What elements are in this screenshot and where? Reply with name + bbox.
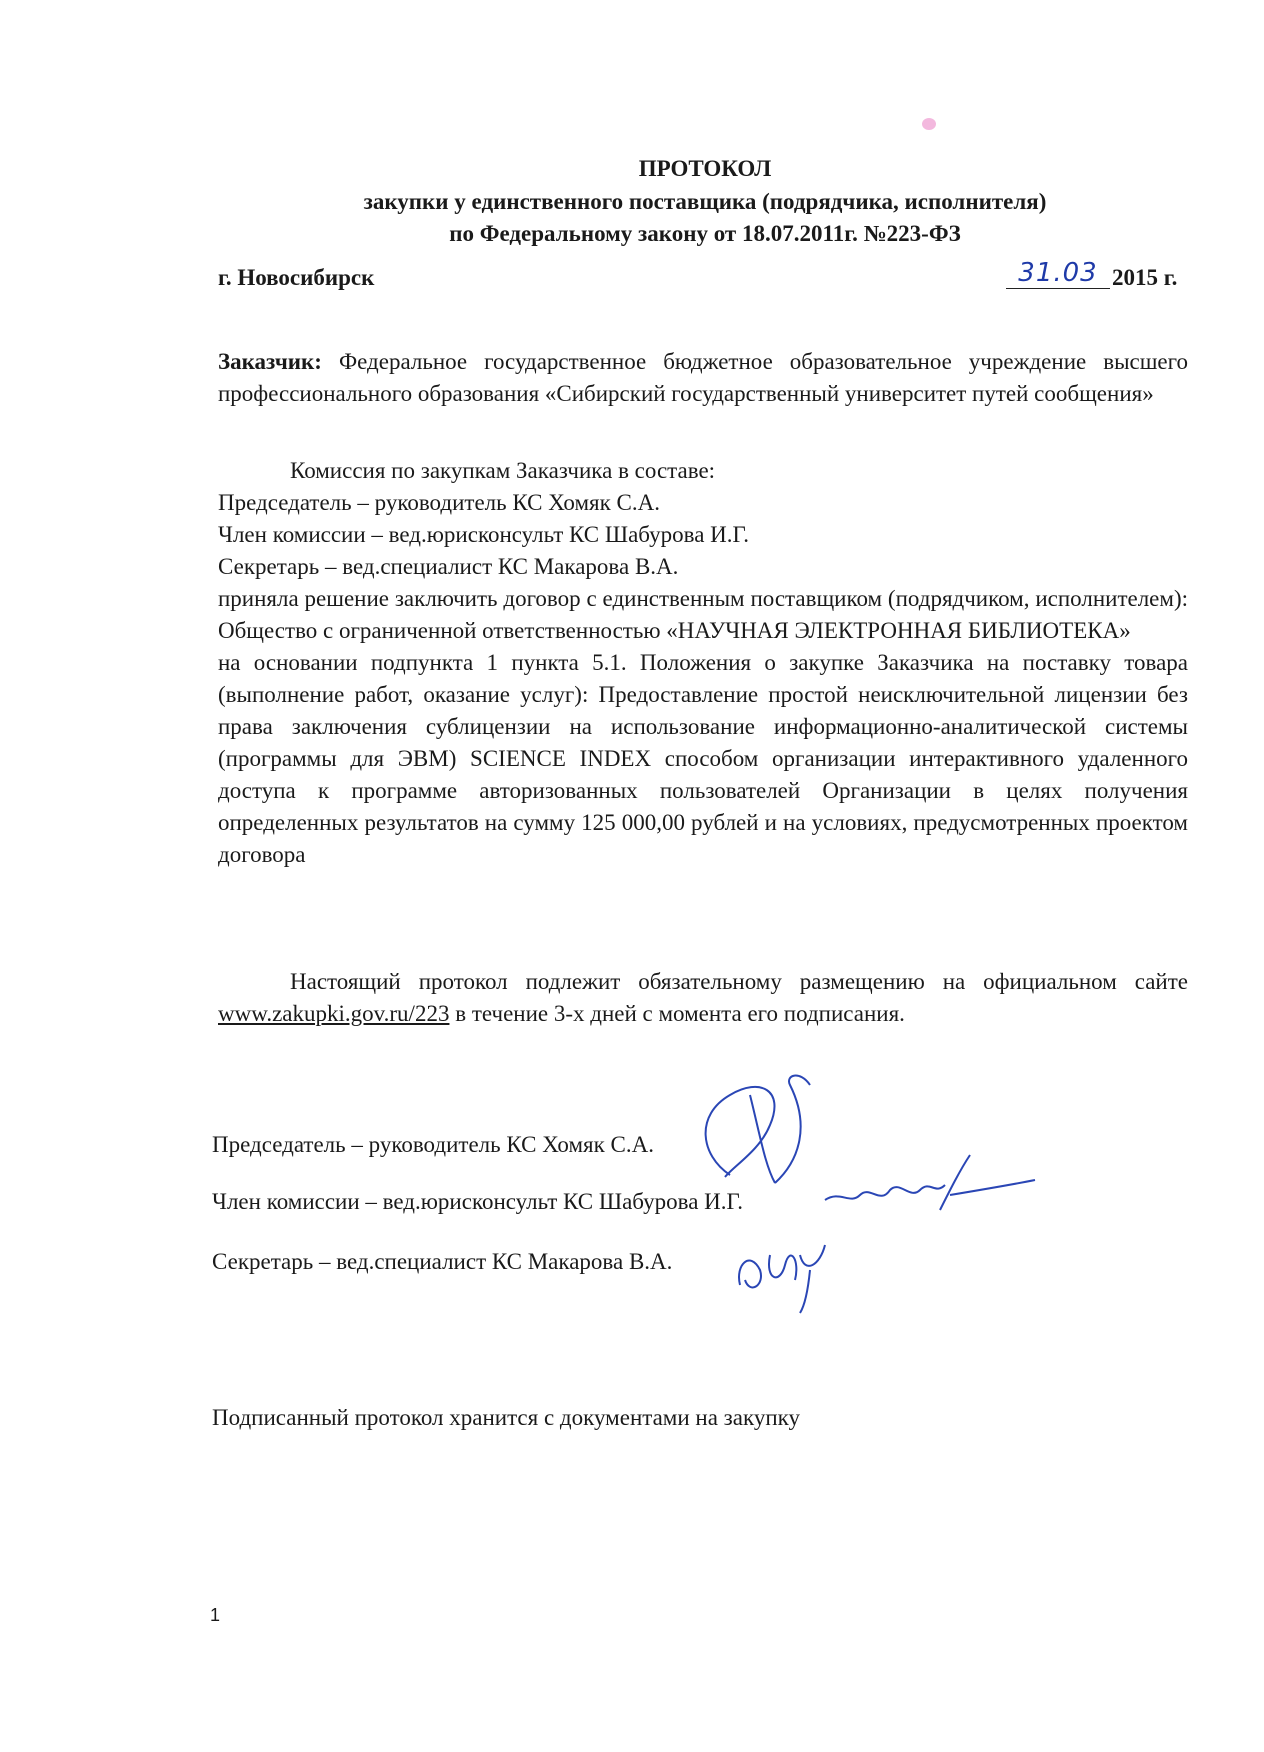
sign-secretary: Секретарь – вед.специалист КС Макарова В.А. xyxy=(212,1249,673,1274)
doc-subtitle-1: закупки у единственного поставщика (подрядчика, исполнителя) xyxy=(363,189,1047,214)
sign-chairman: Председатель – руководитель КС Хомяк С.А. xyxy=(212,1132,654,1157)
member-signature xyxy=(820,1150,1040,1240)
doc-subtitle-2: по Федеральному закону от 18.07.2011г. №223-ФЗ xyxy=(449,221,961,246)
customer-text: Федеральное государственное бюджетное образовательное учреждение высшего профессионального образования «Сибирский государственный университет путей сообщения» xyxy=(218,349,1189,406)
publish-note xyxy=(218,966,1188,1030)
commission-block xyxy=(218,455,1188,871)
publish-before: Настоящий протокол подлежит обязательному размещению на официальном сайте xyxy=(290,969,1188,994)
sign-member: Член комиссии – вед.юрисконсульт КС Шабурова И.Г. xyxy=(212,1189,743,1214)
publish-url-link[interactable]: www.zakupki.gov.ru/223 xyxy=(218,1001,450,1026)
commission-secretary: Секретарь – вед.специалист КС Макарова В.А. xyxy=(218,554,679,579)
basis-text: на основании подпункта 1 пункта 5.1. Положения о закупке Заказчика на поставку товара (выполнение работ, оказание услуг): Предоставление простой неисключительной лицензии без права заключения сублицензии на использование информационно-аналитической системы (программы для ЭВМ) SCIENCE INDEX способом организации интерактивного удаленного доступа к программе авторизованных пользователей Организации в целях получения определенных результатов на сумму 125 000,00 рублей и на условиях, предусмотренных проектом договора xyxy=(218,650,1188,867)
page-number: 1 xyxy=(210,1605,221,1625)
storage-note: Подписанный протокол хранится с документами на закупку xyxy=(212,1405,800,1430)
handwritten-date: 31.03 xyxy=(1006,258,1110,289)
decision-text: приняла решение заключить договор с единственным поставщиком (подрядчиком, исполнителем): Общество с ограниченной ответственностью «НАУЧНАЯ ЭЛЕКТРОННАЯ БИБЛИОТЕКА» xyxy=(218,586,1188,643)
commission-member: Член комиссии – вед.юрисконсульт КС Шабурова И.Г. xyxy=(218,522,749,547)
customer-block xyxy=(218,346,1188,410)
publish-after: в течение 3-х дней с момента его подписания. xyxy=(449,1001,905,1026)
commission-intro: Комиссия по закупкам Заказчика в составе: xyxy=(290,458,716,483)
customer-label: Заказчик: xyxy=(218,349,322,374)
ink-mark xyxy=(922,118,936,130)
city: г. Новосибирск xyxy=(218,265,375,290)
year: 2015 г. xyxy=(1112,265,1178,290)
doc-title: ПРОТОКОЛ xyxy=(638,156,772,181)
secretary-signature xyxy=(730,1225,840,1315)
commission-chairman: Председатель – руководитель КС Хомяк С.А. xyxy=(218,490,660,515)
